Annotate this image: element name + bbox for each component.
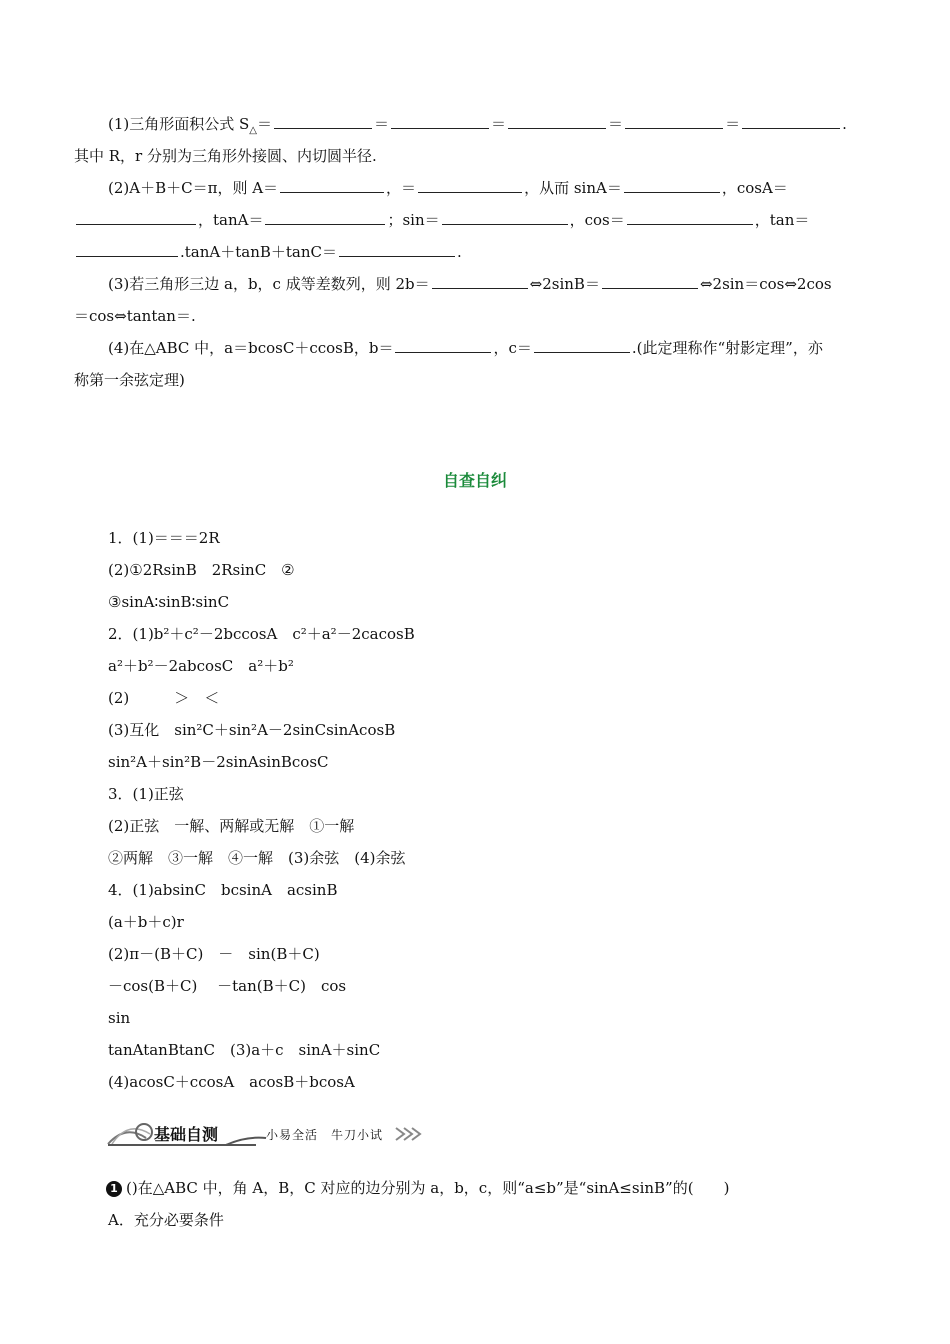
- blank: [508, 114, 606, 129]
- answer-line: (2)①2RsinB 2RsinC ②: [108, 561, 295, 579]
- formula-line-7: ＝cos⇔tantan＝.: [74, 307, 196, 325]
- answer-line: ③sinA∶sinB∶sinC: [108, 593, 230, 611]
- formula-line-6: (3)若三角形三边 a，b，c 成等差数列，则 2b＝ ⇔2sinB＝ ⇔2sin＝cos⇔2cos: [108, 275, 832, 293]
- answer-line: ②两解 ③一解 ④一解 (3)余弦 (4)余弦: [108, 849, 406, 867]
- answer-line: 4．(1)absinC bcsinA acsinB: [108, 881, 338, 899]
- question-text: ()在△ABC 中，角 A，B，C 对应的边分别为 a，b，c，则“a≤b”是“sinA≤sinB”的( ): [126, 1179, 730, 1197]
- answer-line: sin²A＋sin²B－2sinAsinBcosC: [108, 753, 329, 771]
- answer-line: (2)π－(B＋C) － sin(B＋C): [108, 945, 320, 963]
- answer-line: (a＋b＋c)r: [108, 913, 184, 931]
- formula-line-9: 称第一余弦定理): [74, 371, 185, 389]
- answer-line: a²＋b²－2abcosC a²＋b²: [108, 657, 294, 675]
- formula-line-2: 其中 R，r 分别为三角形外接圆、内切圆半径.: [74, 147, 377, 165]
- blank: [625, 114, 723, 129]
- section-banner: [106, 1118, 436, 1148]
- formula-line-8: (4)在△ABC 中，a＝bcosC＋ccosB，b＝ ，c＝ .(此定理称作“射影定理”，亦: [108, 339, 823, 357]
- answer-line: (2) ＞ ＜: [108, 689, 220, 707]
- answer-line: (3)互化 sin²C＋sin²A－2sinCsinAcosB: [108, 721, 396, 739]
- question-number-icon: 1: [106, 1181, 122, 1197]
- answer-line: 3．(1)正弦: [108, 785, 184, 803]
- formula-line-3: (2)A＋B＋C＝π，则 A＝ ，＝ ，从而 sinA＝ ，cosA＝: [108, 179, 788, 197]
- formula-line-5: .tanA＋tanB＋tanC＝ .: [74, 242, 462, 262]
- question-option-a: A．充分必要条件: [108, 1211, 224, 1229]
- answer-line: －cos(B＋C) －tan(B＋C) cos: [108, 977, 347, 995]
- section-title: 自查自纠: [442, 471, 507, 490]
- answer-line: 2．(1)b²＋c²－2bccosA c²＋a²－2cacosB: [108, 625, 415, 643]
- blank: [742, 114, 840, 129]
- answer-line: sin: [108, 1009, 131, 1027]
- answer-line: (4)acosC＋ccosA acosB＋bcosA: [108, 1073, 355, 1091]
- banner-subtitle: 小易全活 牛刀小试: [266, 1128, 384, 1142]
- formula-line-4: ，tanA＝ ；sin＝ ，cos＝ ，tan＝: [74, 210, 809, 230]
- answer-line: 1．(1)＝＝＝2R: [108, 529, 220, 547]
- answer-line: tanAtanBtanC (3)a＋c sinA＋sinC: [108, 1041, 381, 1059]
- answer-line: (2)正弦 一解、两解或无解 ①一解: [108, 817, 355, 835]
- formula-line-1: (1)三角形面积公式 $S_\triangle=$ ＝ ＝ ＝ ＝ .: [108, 115, 847, 136]
- question-1: [106, 1178, 729, 1198]
- blank: [391, 114, 489, 129]
- blank: [274, 114, 372, 129]
- banner-title: 基础自测: [154, 1125, 219, 1144]
